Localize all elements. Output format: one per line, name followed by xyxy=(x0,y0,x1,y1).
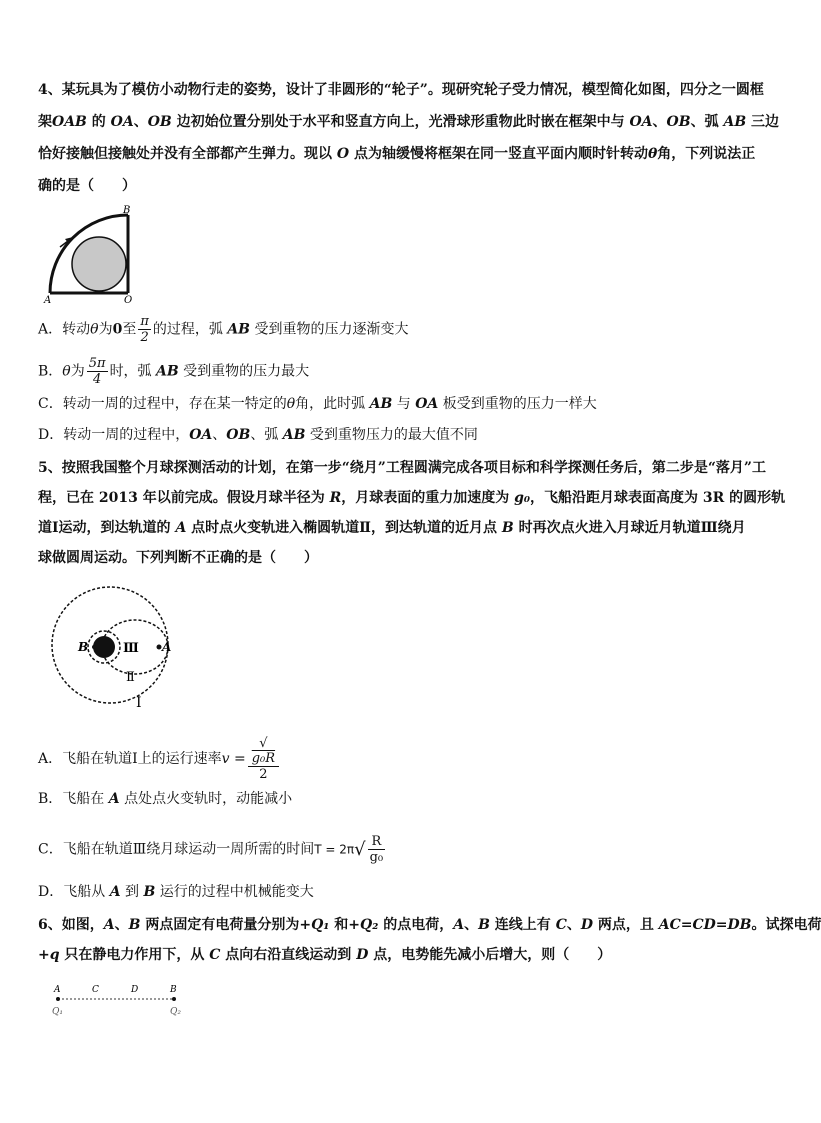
label-b: B xyxy=(78,640,89,654)
point-a-dot xyxy=(157,645,162,650)
q4-stem-line1: 4、某玩具为了模仿小动物行走的姿势，设计了非圆形的“轮子”。现研究轮子受力情况，模型简化如图，四分之一圆框 xyxy=(38,82,764,98)
q6-charges-figure xyxy=(44,980,204,1022)
q5-option-c: C．飞船在轨道Ⅲ绕月球运动一周所需的时间T = 2π√ $\frac{R}{\text{g₀}}$ xyxy=(38,834,384,865)
q4-option-c: C．转动一周的过程中，存在某一特定的θ角，此时弧 AB 与 OA 板受到重物的压力一样大 xyxy=(38,396,597,412)
point-b-dot xyxy=(92,645,96,649)
formula-sqrt-g0r-over-2: √ g₀R 2 xyxy=(248,736,279,782)
q4-option-d: D．转动一周的过程中，OA、OB、弧 AB 受到重物压力的最大值不同 xyxy=(38,427,478,443)
q5-orbit-figure xyxy=(40,585,190,710)
q5-option-a: A．飞船在轨道Ⅰ上的运行速率v = √ g₀R 2 xyxy=(38,736,281,782)
formula-sqrt-r-over-g0: $\frac{R}{\text{g₀}}$ xyxy=(369,834,384,865)
label-d: D xyxy=(131,985,139,995)
label-b: B xyxy=(170,985,177,995)
q4-stem-line3: 恰好接触但接触处并没有全部都产生弹力。现以 O 点为轴缓慢将框架在同一竖直平面内顺时针转动θ角，下列说法正 xyxy=(38,146,756,162)
q6-stem-line1: 6、如图，A、B 两点固定有电荷量分别为+Q₁ 和+Q₂ 的点电荷，A、B 连线上有 C、D 两点，且 AC=CD=DB。试探电荷 xyxy=(38,917,821,933)
q4-stem-line2: 架OAB 的 OA、OB 边初始位置分别处于水平和竖直方向上，光滑球形重物此时嵌在框架中与 OA、OB、弧 AB 三边 xyxy=(38,114,780,130)
label-q1: Q₁ xyxy=(52,1007,63,1017)
q5-stem-line2: 程，已在 2013 年以前完成。假设月球半径为 R，月球表面的重力加速度为 g₀，飞船沿距月球表面高度为 3R 的圆形轨 xyxy=(38,490,786,506)
q5-stem-line1: 5、按照我国整个月球探测活动的计划，在第一步“绕月”工程圆满完成各项目标和科学探测任务后，第二步是“落月”工 xyxy=(38,460,766,476)
charge-q1-dot xyxy=(56,997,60,1001)
q5-option-b: B．飞船在 A 点处点火变轨时，动能减小 xyxy=(38,791,293,807)
q5-option-d: D．飞船从 A 到 B 运行的过程中机械能变大 xyxy=(38,884,314,900)
q5-stem-line3: 道Ⅰ运动，到达轨道的 A 点时点火变轨进入椭圆轨道Ⅱ，到达轨道的近月点 B 时再次点火进入月球近月轨道Ⅲ绕月 xyxy=(38,520,746,536)
moon xyxy=(93,636,115,658)
label-orbit-ii: Ⅱ xyxy=(126,670,135,685)
charge-q2-dot xyxy=(172,997,176,1001)
label-c: C xyxy=(92,985,99,995)
q4-option-b: B．θ为 $\frac{5\pi}{4}$ 时，弧 AB 受到重物的压力最大 xyxy=(38,356,310,387)
label-orbit-iii: Ⅲ xyxy=(123,641,139,656)
label-a: A xyxy=(54,985,61,995)
label-o: O xyxy=(124,295,133,306)
label-a: A xyxy=(162,640,172,654)
label-q2: Q₂ xyxy=(170,1007,181,1017)
q4-stem-line4: 确的是（ ） xyxy=(38,178,136,194)
q4-option-a: A．转动θ为0至 $\frac{\pi}{2}$ 的过程，弧 AB 受到重物的压力逐渐变大 xyxy=(38,314,409,345)
ball-weight xyxy=(72,237,126,291)
fraction-pi-over-2: $\frac{\pi}{2}$ xyxy=(140,314,149,345)
q6-stem-line2: +q 只在静电力作用下，从 C 点向右沿直线运动到 D 点，电势能先减小后增大，则（ ） xyxy=(38,947,612,963)
q4-quarter-circle-figure xyxy=(40,205,140,305)
q5-stem-line4: 球做圆周运动。下列判断不正确的是（ ） xyxy=(38,550,318,566)
label-orbit-i: Ⅰ xyxy=(136,695,142,711)
fraction-5pi-over-4: $\frac{5\pi}{4}$ xyxy=(88,356,106,387)
label-b: B xyxy=(123,205,131,216)
label-a: A xyxy=(44,295,52,306)
